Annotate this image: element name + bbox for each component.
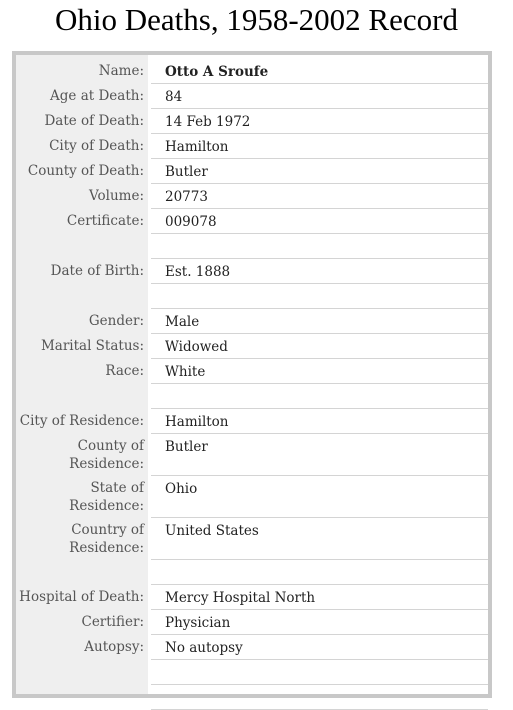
field-value: No autopsy bbox=[151, 635, 488, 660]
field-label: Volume: bbox=[89, 188, 144, 204]
field-label: Autopsy: bbox=[84, 639, 144, 655]
field-value: White bbox=[151, 359, 488, 384]
row-age-at-death bbox=[16, 84, 488, 109]
field-value: Hamilton bbox=[151, 409, 488, 434]
field-label bbox=[16, 384, 144, 387]
field-label bbox=[16, 660, 144, 663]
field-label bbox=[16, 685, 144, 688]
field-label: County of Residence: bbox=[69, 438, 144, 472]
row-race bbox=[16, 359, 488, 384]
field-value: Male bbox=[151, 309, 488, 334]
field-value: Butler bbox=[151, 434, 488, 476]
field-value: Hamilton bbox=[151, 134, 488, 159]
field-label: Gender: bbox=[88, 313, 144, 329]
field-value bbox=[151, 560, 488, 585]
row-date-of-birth bbox=[16, 259, 488, 284]
row-hospital-of-death bbox=[16, 585, 488, 610]
record-table bbox=[12, 51, 492, 698]
field-label: Date of Death: bbox=[44, 113, 144, 129]
field-label: City of Death: bbox=[49, 138, 144, 154]
field-label bbox=[16, 284, 144, 287]
field-value bbox=[151, 384, 488, 409]
row-date-of-death bbox=[16, 109, 488, 134]
field-value: Mercy Hospital North bbox=[151, 585, 488, 610]
row-state-of-residence bbox=[16, 476, 488, 518]
field-label: Certifier: bbox=[81, 614, 144, 630]
row-blank bbox=[16, 685, 488, 710]
field-label: Country of Residence: bbox=[69, 522, 144, 556]
page-title: Ohio Deaths, 1958-2002 Record bbox=[55, 2, 458, 37]
field-label bbox=[16, 234, 144, 237]
field-label: City of Residence: bbox=[19, 413, 144, 429]
row-autopsy bbox=[16, 635, 488, 660]
row-blank bbox=[16, 560, 488, 585]
row-blank bbox=[16, 660, 488, 685]
row-certificate bbox=[16, 209, 488, 234]
row-name bbox=[16, 59, 488, 84]
row-marital-status bbox=[16, 334, 488, 359]
field-value: Physician bbox=[151, 610, 488, 635]
field-value: Widowed bbox=[151, 334, 488, 359]
field-label: Hospital of Death: bbox=[19, 589, 144, 605]
field-label: Marital Status: bbox=[40, 338, 144, 354]
field-label bbox=[16, 560, 144, 563]
field-value: United States bbox=[151, 518, 488, 560]
field-label: Age at Death: bbox=[50, 88, 144, 104]
row-county-of-residence bbox=[16, 434, 488, 476]
field-value bbox=[151, 685, 488, 710]
row-county-of-death bbox=[16, 159, 488, 184]
field-value: 20773 bbox=[151, 184, 488, 209]
row-blank bbox=[16, 384, 488, 409]
field-value-name: Otto A Sroufe bbox=[151, 59, 488, 84]
field-value bbox=[151, 234, 488, 259]
field-label: Date of Birth: bbox=[50, 263, 144, 279]
field-value bbox=[151, 660, 488, 685]
row-gender bbox=[16, 309, 488, 334]
field-label: Race: bbox=[105, 363, 144, 379]
field-value: Butler bbox=[151, 159, 488, 184]
row-volume bbox=[16, 184, 488, 209]
field-value: Est. 1888 bbox=[151, 259, 488, 284]
field-value bbox=[151, 284, 488, 309]
row-blank bbox=[16, 284, 488, 309]
row-city-of-residence bbox=[16, 409, 488, 434]
field-value: 14 Feb 1972 bbox=[151, 109, 488, 134]
row-blank bbox=[16, 234, 488, 259]
field-value: 009078 bbox=[151, 209, 488, 234]
record-rows bbox=[16, 59, 488, 710]
row-certifier bbox=[16, 610, 488, 635]
field-value: 84 bbox=[151, 84, 488, 109]
row-city-of-death bbox=[16, 134, 488, 159]
field-value: Ohio bbox=[151, 476, 488, 518]
row-country-of-residence bbox=[16, 518, 488, 560]
field-label: State of Residence: bbox=[69, 480, 144, 514]
field-label: County of Death: bbox=[27, 163, 144, 179]
field-label: Name: bbox=[98, 63, 144, 79]
field-label: Certificate: bbox=[66, 213, 144, 229]
